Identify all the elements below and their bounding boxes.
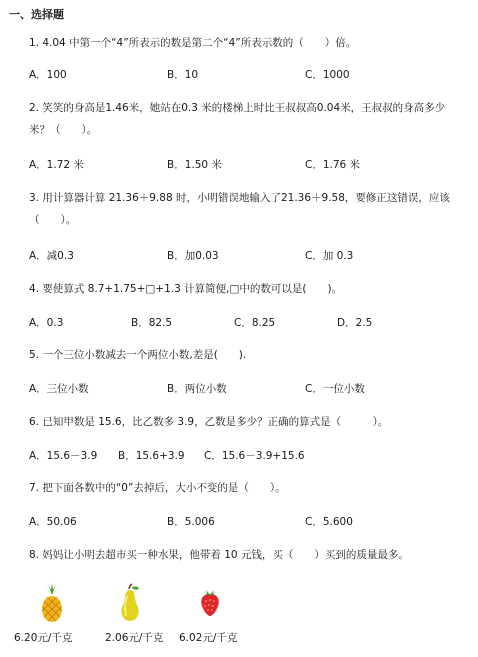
question-5-option-b[interactable]: B．两位小数 <box>167 383 227 395</box>
question-2-option-a[interactable]: A．1.72 米 <box>29 159 84 171</box>
question-2-stem: 2. 笑笑的身高是1.46米，她站在0.3 米的楼梯上时比王叔叔高0.04米，王叔叔的身高多少米？（ ）。 <box>29 102 446 136</box>
question-6-option-a[interactable]: A．15.6－3.9 <box>29 450 98 462</box>
fruit-pineapple[interactable] <box>14 583 87 644</box>
pineapple-price: 6.20元/千克 <box>14 632 73 644</box>
question-5-stem: 5. 一个三位小数减去一个两位小数,差是( ). <box>29 349 247 361</box>
question-7-stem: 7. 把下面各数中的“0”去掉后，大小不变的是（ ）。 <box>29 482 286 494</box>
question-5-option-c[interactable]: C．一位小数 <box>305 383 365 395</box>
question-1-option-c[interactable]: C．1000 <box>305 69 350 81</box>
question-7-option-a[interactable]: A．50.06 <box>29 516 77 528</box>
question-5-option-a[interactable]: A．三位小数 <box>29 383 89 395</box>
question-6-option-b[interactable]: B．15.6+3.9 <box>118 450 185 462</box>
pineapple-icon <box>38 583 66 623</box>
question-3-option-c[interactable]: C．加 0.3 <box>305 250 354 262</box>
question-6-option-c[interactable]: C．15.6－3.9+15.6 <box>204 450 305 462</box>
question-3-stem: 3. 用计算器计算 21.36＋9.88 时，小明错误地输入了21.36＋9.58，要修正这错误，应该（ ）。 <box>29 192 450 226</box>
pear-price: 2.06元/千克 <box>105 632 164 644</box>
question-4-option-c[interactable]: C．8.25 <box>234 317 276 329</box>
fruit-pear[interactable] <box>100 583 164 644</box>
question-2-option-b[interactable]: B．1.50 米 <box>167 159 222 171</box>
question-3-option-b[interactable]: B．加0.03 <box>167 250 219 262</box>
pear-icon <box>116 583 144 623</box>
question-7-option-b[interactable]: B．5.006 <box>167 516 215 528</box>
section-title: 一、选择题 <box>9 8 64 21</box>
question-4-option-b[interactable]: B．82.5 <box>131 317 173 329</box>
question-8-stem: 8. 妈妈让小明去超市买一种水果，他带着 10 元钱，买（ ）买到的质量最多。 <box>29 549 409 561</box>
question-4-stem: 4. 要使算式 8.7+1.75+□+1.3 计算简便,□中的数可以是( )。 <box>29 283 343 295</box>
question-1-option-a[interactable]: A．100 <box>29 69 67 81</box>
question-4-option-d[interactable]: D．2.5 <box>337 317 373 329</box>
fruit-strawberry[interactable] <box>179 588 240 644</box>
question-7-option-c[interactable]: C．5.600 <box>305 516 353 528</box>
strawberry-icon <box>198 588 222 618</box>
question-2-option-c[interactable]: C．1.76 米 <box>305 159 361 171</box>
question-3-option-a[interactable]: A．减0.3 <box>29 250 74 262</box>
question-4-option-a[interactable]: A．0.3 <box>29 317 64 329</box>
question-1-option-b[interactable]: B．10 <box>167 69 199 81</box>
question-1-stem: 1. 4.04 中第一个“4”所表示的数是第二个“4”所表示数的（ ）倍。 <box>29 37 357 49</box>
question-6-stem: 6. 已知甲数是 15.6，比乙数多 3.9，乙数是多少？正确的算式是（ ）。 <box>29 416 389 428</box>
strawberry-price: 6.02元/千克 <box>179 632 238 644</box>
